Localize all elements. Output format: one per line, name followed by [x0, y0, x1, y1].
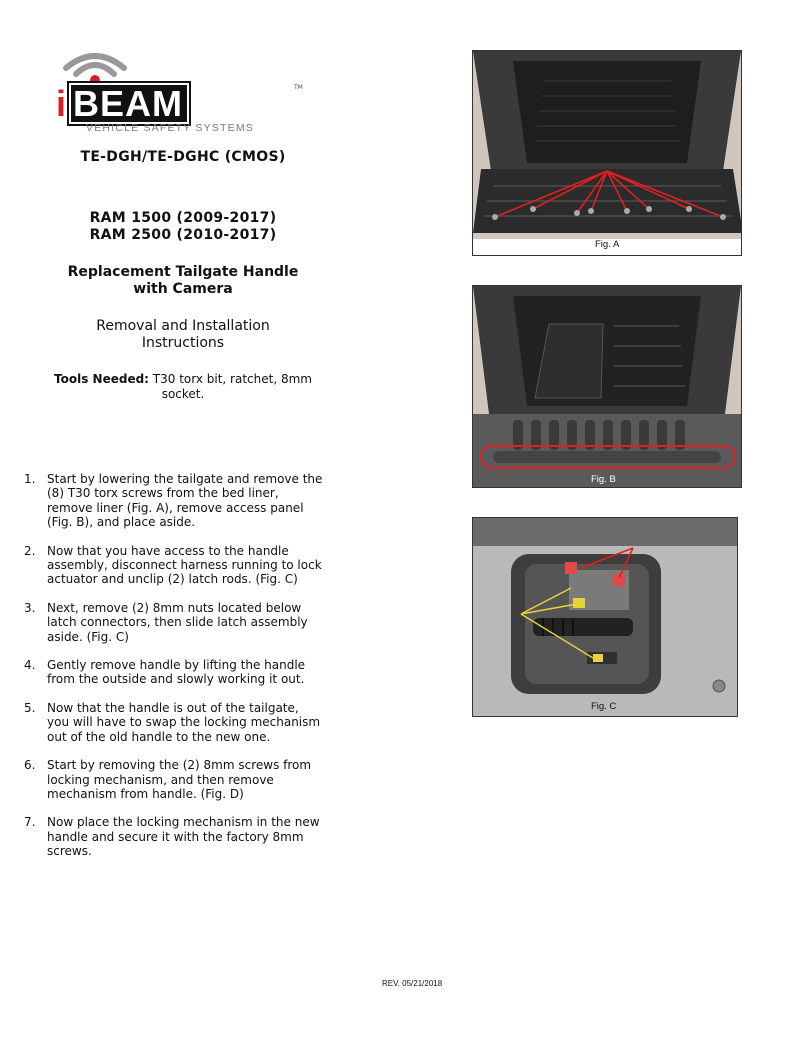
list-item: 4. Gently remove handle by lifting the handle from the outside and slowly working it out. [24, 658, 306, 687]
list-item: 3. Next, remove (2) 8mm nuts located below latch connectors, then slide latch assembly aside. (Fig. C) [24, 600, 308, 644]
figure-caption: Fig. A [595, 239, 620, 250]
document-title: Replacement Tailgate Handle with Camera [67, 264, 299, 297]
figure-a [472, 50, 742, 256]
brand-name: i BEAM [56, 86, 191, 122]
document-subtitle: Removal and Installation Instructions [96, 318, 270, 351]
vehicle-line: RAM 1500 (2009-2017) [89, 210, 277, 226]
tools-needed [33, 372, 333, 402]
list-item: 5. Now that the handle is out of the tailgate, you will have to swap the locking mechanism out of the old handle to the new one. [24, 700, 321, 744]
truck-bed-access-panel-photo [473, 286, 741, 487]
vehicle-list [33, 210, 333, 244]
list-item: 1. Start by lowering the tailgate and remove the (8) T30 torx screws from the bed liner, remove liner (Fig. A), remove access panel (Fig. B), and place aside. [24, 472, 323, 530]
figure-caption: Fig. C [591, 701, 617, 712]
vehicle-line: RAM 2500 (2010-2017) [89, 227, 277, 243]
ibeam-logo [56, 50, 316, 140]
truck-bed-liner-photo [473, 51, 741, 239]
figure-caption: Fig. B [591, 474, 616, 485]
instruction-steps [24, 472, 324, 873]
handle-assembly-photo [473, 518, 737, 716]
figure-c [472, 517, 738, 717]
figure-b [472, 285, 742, 488]
tools-text: T30 torx bit, ratchet, 8mm socket. [148, 372, 312, 401]
trademark-mark: TM [294, 84, 303, 91]
brand-tagline: VEHICLE SAFETY SYSTEMS [86, 122, 254, 134]
tools-label: Tools Needed: [54, 372, 149, 386]
list-item: 2. Now that you have access to the handle assembly, disconnect harness running to lock actuator and unclip (2) latch rods. (Fig. C) [24, 543, 322, 587]
revision-date: REV. 05/21/2018 [382, 979, 443, 988]
list-item: 7. Now place the locking mechanism in the new handle and secure it with the factory 8mm screws. [24, 815, 320, 859]
model-number: TE-DGH/TE-DGHC (CMOS) [80, 149, 286, 165]
list-item: 6. Start by removing the (2) 8mm screws from locking mechanism, and then remove mechanism from handle. (Fig. D) [24, 758, 312, 801]
